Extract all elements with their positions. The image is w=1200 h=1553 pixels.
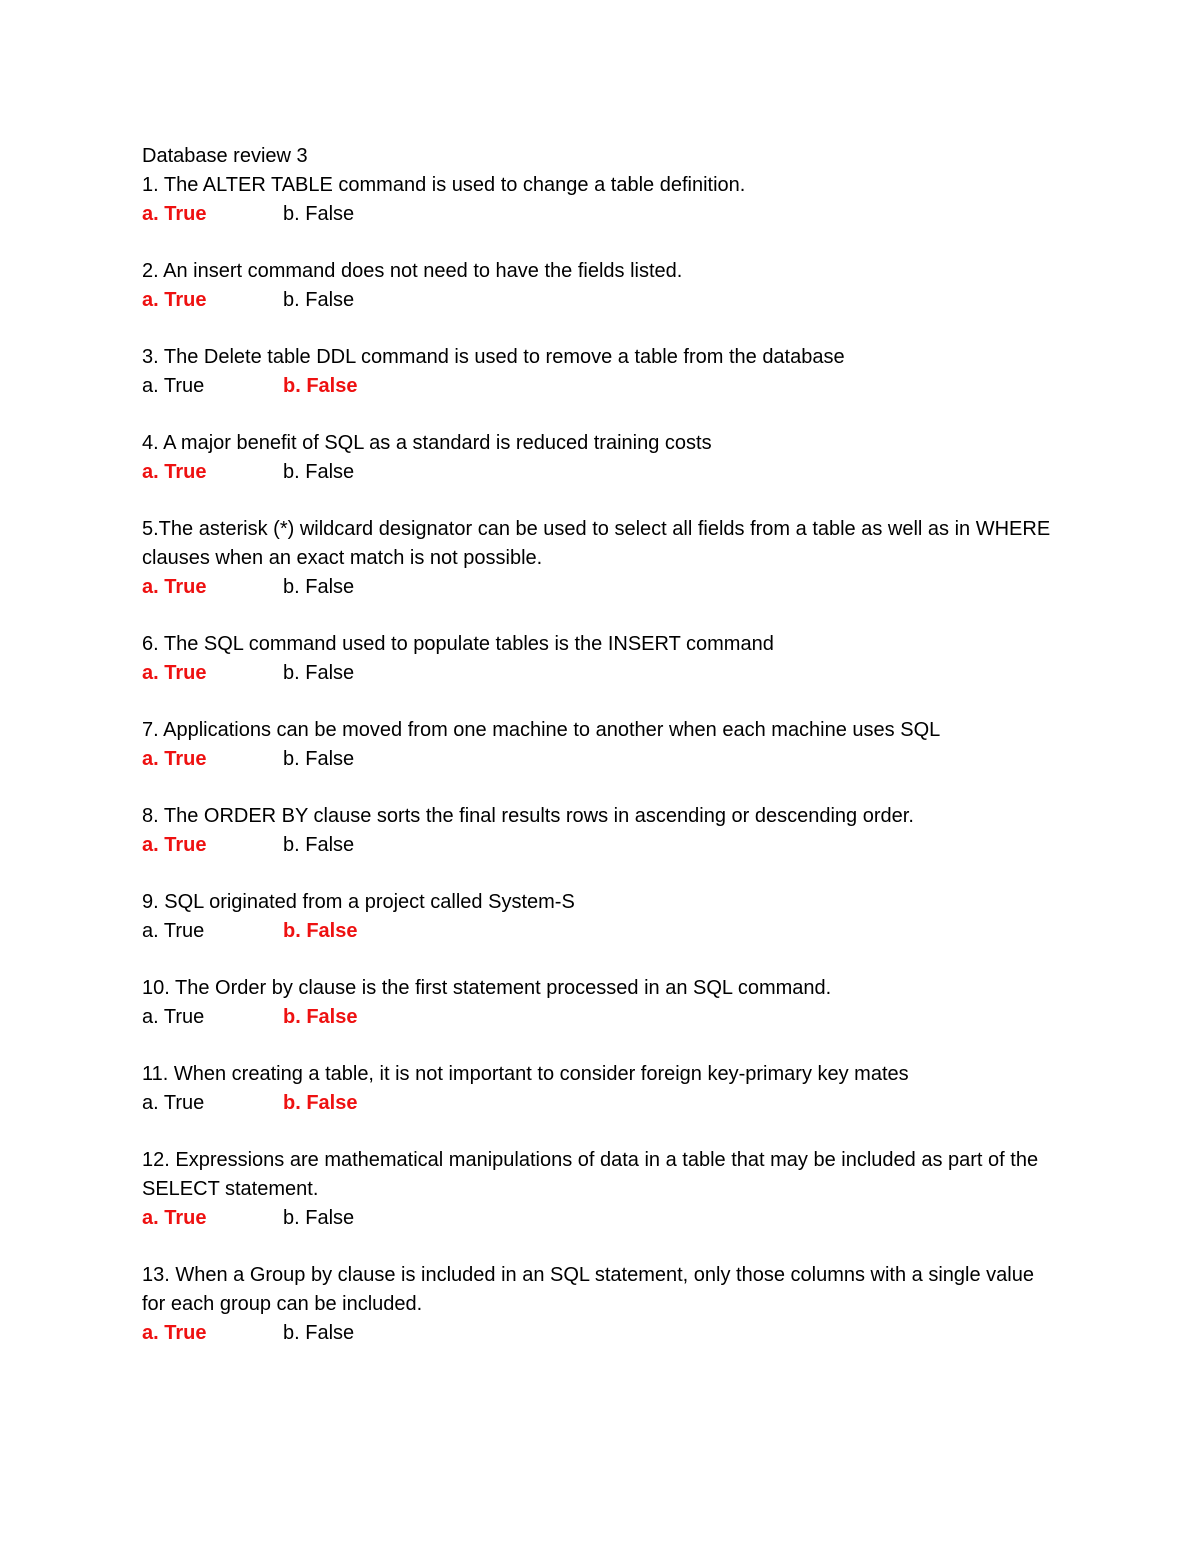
question-text: 8. The ORDER BY clause sorts the final results rows in ascending or descending order. bbox=[142, 805, 914, 827]
question-text: 13. When a Group by clause is included in an SQL statement, only those columns with a single value for each group can be included. bbox=[142, 1264, 1034, 1315]
answer-options bbox=[142, 1204, 1062, 1233]
option-a: a. True bbox=[142, 920, 205, 942]
question-item bbox=[142, 888, 1062, 946]
answer-options bbox=[142, 1089, 1062, 1118]
option-b: b. False bbox=[283, 834, 355, 856]
option-b: b. False bbox=[283, 662, 355, 684]
option-a: a. True bbox=[142, 1092, 205, 1114]
option-b: b. False bbox=[283, 289, 355, 311]
document-title: Database review 3 bbox=[142, 145, 308, 167]
question-text: 4. A major benefit of SQL as a standard is reduced training costs bbox=[142, 432, 712, 454]
question-text: 7. Applications can be moved from one machine to another when each machine uses SQL bbox=[142, 719, 941, 741]
option-a-correct: a. True bbox=[142, 1322, 207, 1344]
answer-options bbox=[142, 372, 1062, 401]
option-b-correct: b. False bbox=[283, 375, 358, 397]
option-b-correct: b. False bbox=[283, 1006, 358, 1028]
option-a: a. True bbox=[142, 375, 205, 397]
question-text: 2. An insert command does not need to have the fields listed. bbox=[142, 260, 683, 282]
option-a-correct: a. True bbox=[142, 834, 207, 856]
question-item bbox=[142, 429, 1062, 487]
question-item bbox=[142, 343, 1062, 401]
option-a-correct: a. True bbox=[142, 203, 207, 225]
question-text: 10. The Order by clause is the first statement processed in an SQL command. bbox=[142, 977, 832, 999]
question-item bbox=[142, 974, 1062, 1032]
option-b: b. False bbox=[283, 1322, 355, 1344]
question-text: 5.The asterisk (*) wildcard designator can be used to select all fields from a table as well as in WHERE clauses when an exact match is not possible. bbox=[142, 518, 1051, 569]
option-b: b. False bbox=[283, 461, 355, 483]
question-item bbox=[142, 1146, 1062, 1233]
answer-options bbox=[142, 573, 1062, 602]
option-a-correct: a. True bbox=[142, 576, 207, 598]
answer-options bbox=[142, 200, 1062, 229]
question-text: 1. The ALTER TABLE command is used to change a table definition. bbox=[142, 174, 746, 196]
answer-options bbox=[142, 458, 1062, 487]
question-text: 9. SQL originated from a project called System-S bbox=[142, 891, 575, 913]
question-item bbox=[142, 257, 1062, 315]
question-text: 3. The Delete table DDL command is used to remove a table from the database bbox=[142, 346, 845, 368]
question-text: 12. Expressions are mathematical manipulations of data in a table that may be included as part of the SELECT statement. bbox=[142, 1149, 1039, 1200]
option-a-correct: a. True bbox=[142, 461, 207, 483]
question-list bbox=[142, 171, 1062, 1348]
option-a: a. True bbox=[142, 1006, 205, 1028]
answer-options bbox=[142, 831, 1062, 860]
option-b: b. False bbox=[283, 203, 355, 225]
document-page bbox=[142, 142, 1062, 1376]
option-b-correct: b. False bbox=[283, 1092, 358, 1114]
option-a-correct: a. True bbox=[142, 1207, 207, 1229]
question-item bbox=[142, 802, 1062, 860]
question-item bbox=[142, 630, 1062, 688]
question-item bbox=[142, 171, 1062, 229]
option-b: b. False bbox=[283, 748, 355, 770]
answer-options bbox=[142, 286, 1062, 315]
answer-options bbox=[142, 1003, 1062, 1032]
option-b-correct: b. False bbox=[283, 920, 358, 942]
option-b: b. False bbox=[283, 576, 355, 598]
question-item bbox=[142, 1261, 1062, 1348]
answer-options bbox=[142, 659, 1062, 688]
question-text: 11. When creating a table, it is not important to consider foreign key-primary key mates bbox=[142, 1063, 909, 1085]
question-item bbox=[142, 716, 1062, 774]
question-text: 6. The SQL command used to populate tables is the INSERT command bbox=[142, 633, 774, 655]
answer-options bbox=[142, 1319, 1062, 1348]
option-b: b. False bbox=[283, 1207, 355, 1229]
option-a-correct: a. True bbox=[142, 662, 207, 684]
answer-options bbox=[142, 917, 1062, 946]
option-a-correct: a. True bbox=[142, 748, 207, 770]
option-a-correct: a. True bbox=[142, 289, 207, 311]
question-item bbox=[142, 1060, 1062, 1118]
answer-options bbox=[142, 745, 1062, 774]
question-item bbox=[142, 515, 1062, 602]
